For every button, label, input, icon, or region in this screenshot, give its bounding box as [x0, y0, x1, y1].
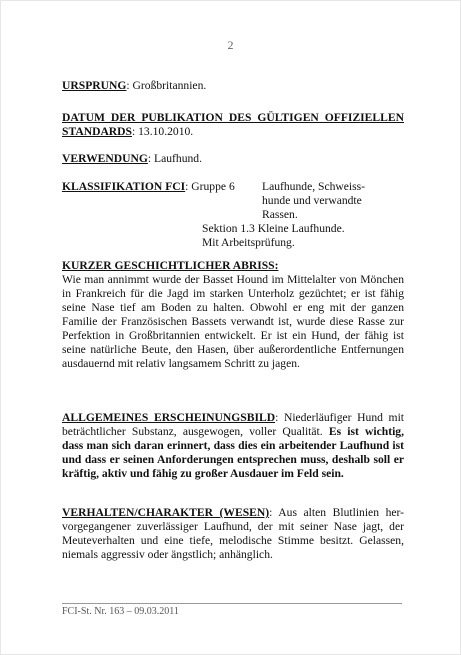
section-verwendung — [62, 152, 404, 166]
verwendung-heading: VERWENDUNG — [62, 152, 148, 165]
abriss-heading: KURZER GESCHICHTLICHER ABRISS: — [62, 259, 279, 272]
erscheinungsbild-text: : Niederläufiger Hund mit beträchtlicher Substanz, ausgewogen, voller Qualität. — [62, 411, 405, 438]
section-ursprung — [62, 79, 404, 93]
section-datum — [62, 111, 404, 139]
klassifikation-pruefung: Mit Arbeitsprüfung. — [202, 236, 295, 249]
footer-divider — [62, 603, 402, 604]
section-erscheinungsbild — [62, 411, 404, 481]
abriss-text: Wie man annimmt wurde der Basset Hound im Mittelalter von Mönchen in Frankreich für die Jagd im starken Unterholz gezüchtet; er ist fähig seine Nase tief am Boden zu halten. Obwohl er eng mit der ganzen Familie der Französischen Bassets verwandt ist, wurde diese Rasse zur Perfektion in Großbritannien entwickelt. Er ist ein Hund, der fähig ist seine natürliche Beute, den Hasen, über außerordentliche Entfernungen ausdauernd mit relativ langsamem Schritt zu jagen. — [62, 273, 404, 370]
ursprung-value: : Großbritannien. — [126, 79, 207, 92]
gruppe-desc-line-1: Laufhunde, Schweiss- — [262, 180, 366, 193]
section-abriss — [62, 259, 404, 371]
erscheinungsbild-bold-text: Es ist wichtig, dass man sich daran erinnert, dass dies ein arbeitender Laufhund ist und dass er seinen Anforderungen entsprechen muss, deshalb soll er kräftig, aktiv und fähig zu großer Ausdauer im Feld sein. — [62, 425, 404, 480]
datum-heading: DATUM DER PUBLIKATION DES GÜLTIGEN OFFIZIELLEN STANDARDS — [62, 111, 404, 138]
verhalten-text: : Aus alten Blutlinien her- vorgegangener zuverlässiger Laufhund, der mit seiner Nase jagt, der Meuteverhalten und eine tiefe, melodische Stimme besitzt. Gelassen, niemals aggressiv oder ängstlich; anhänglich. — [62, 506, 404, 561]
verwendung-value: : Laufhund. — [147, 152, 202, 165]
footer-text: FCI-St. Nr. 163 – 09.03.2011 — [62, 606, 179, 617]
datum-value: : 13.10.2010. — [132, 125, 194, 138]
gruppe-desc-line-3: Rassen. — [262, 208, 298, 221]
verhalten-heading: VERHALTEN/CHARAKTER (WESEN) — [62, 506, 270, 519]
erscheinungsbild-heading: ALLGEMEINES ERSCHEINUNGSBILD — [62, 411, 276, 424]
klassifikation-heading: KLASSIFIKATION FCI — [62, 180, 186, 193]
page-number: 2 — [227, 38, 234, 52]
gruppe-desc-line-2: hunde und verwandte — [262, 194, 362, 207]
klassifikation-sektion: Sektion 1.3 Kleine Laufhunde. — [202, 222, 345, 235]
section-verhalten — [62, 506, 404, 562]
klassifikation-gruppe: : Gruppe 6 — [185, 180, 235, 193]
ursprung-heading: URSPRUNG — [62, 79, 127, 92]
